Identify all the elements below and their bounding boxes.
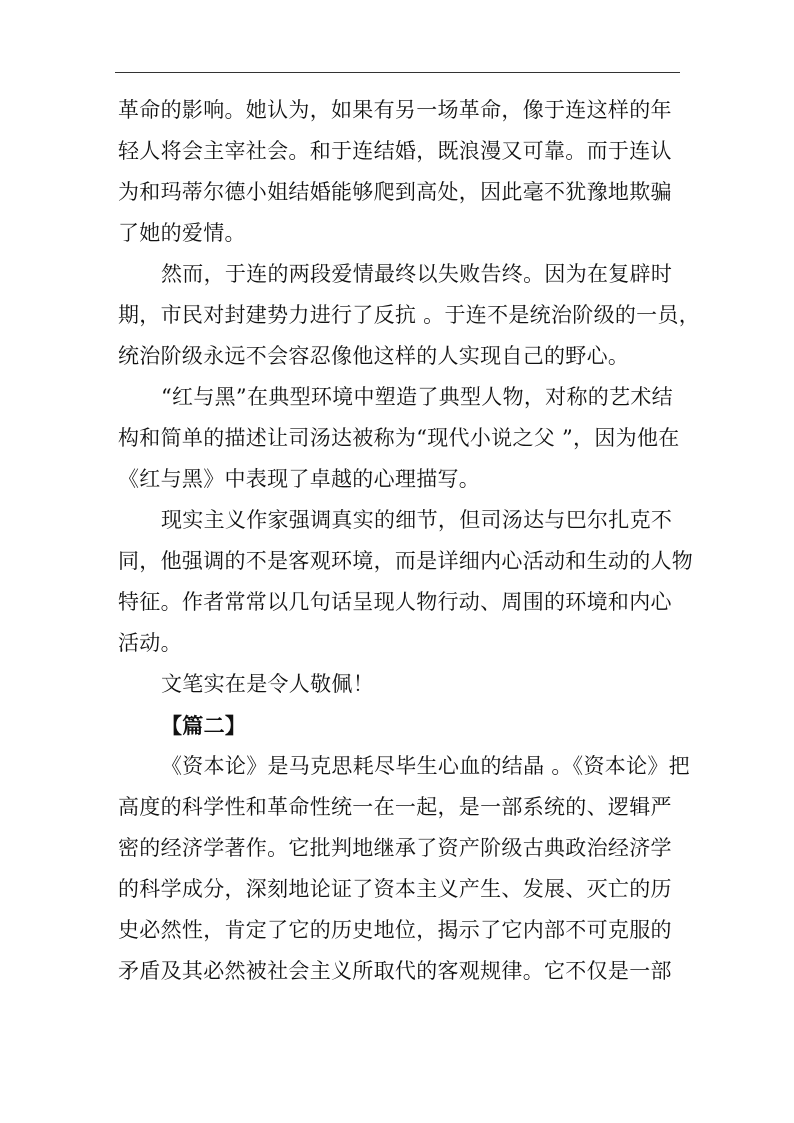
text-line-9: 构和简单的描述让司汤达被称为“现代小说之父 ”，因为他在: [118, 426, 680, 450]
text-line-4: 了她的爱情。: [118, 221, 246, 245]
text-line-7: 统治阶级永远不会容忍像他这样的人实现自己的野心。: [118, 344, 630, 368]
text-line-10: 《红与黑》中表现了卓越的心理描写。: [118, 467, 481, 491]
text-line-12: 同，他强调的不是客观环境，而是详细内心活动和生动的人物: [118, 549, 694, 573]
text-line-5: 然而，于连的两段爱情最终以失败告终。因为在复辟时: [161, 262, 673, 286]
text-line-21: 史必然性，肯定了它的历史地位，揭示了它内部不可克服的: [118, 918, 672, 942]
text-line-1: 革命的影响。她认为，如果有另一场革命，像于连这样的年: [118, 98, 672, 122]
text-line-22: 矛盾及其必然被社会主义所取代的客观规律。它不仅是一部: [118, 959, 672, 983]
text-line-18: 高度的科学性和革命性统一在一起，是一部系统的、逻辑严: [118, 795, 672, 819]
text-line-17: 《资本论》是马克思耗尽毕生心血的结晶 。《资本论》把: [161, 754, 690, 778]
text-line-19: 密的经济学著作。它批判地继承了资产阶级古典政治经济学: [118, 836, 672, 860]
text-line-15: 文笔实在是令人敬佩！: [161, 672, 374, 696]
text-line-13: 特征。作者常常以几句话呈现人物行动、周围的环境和内心: [118, 590, 672, 614]
section-heading: 【篇二】: [161, 713, 247, 738]
text-line-6: 期，市民对封建势力进行了反抗 。于连不是统治阶级的一员，: [118, 303, 701, 327]
text-line-11: 现实主义作家强调真实的细节，但司汤达与巴尔扎克不: [161, 508, 673, 532]
text-line-2: 轻人将会主宰社会。和于连结婚，既浪漫又可靠。而于连认: [118, 139, 672, 163]
header-rule: [115, 72, 680, 73]
document-body: [118, 90, 701, 992]
text-line-3: 为和玛蒂尔德小姐结婚能够爬到高处，因此毫不犹豫地欺骗: [118, 180, 672, 204]
text-line-14: 活动。: [118, 631, 182, 655]
text-line-20: 的科学成分，深刻地论证了资本主义产生、发展、灭亡的历: [118, 877, 672, 901]
text-line-8: “红与黑”在典型环境中塑造了典型人物，对称的艺术结: [161, 385, 673, 409]
